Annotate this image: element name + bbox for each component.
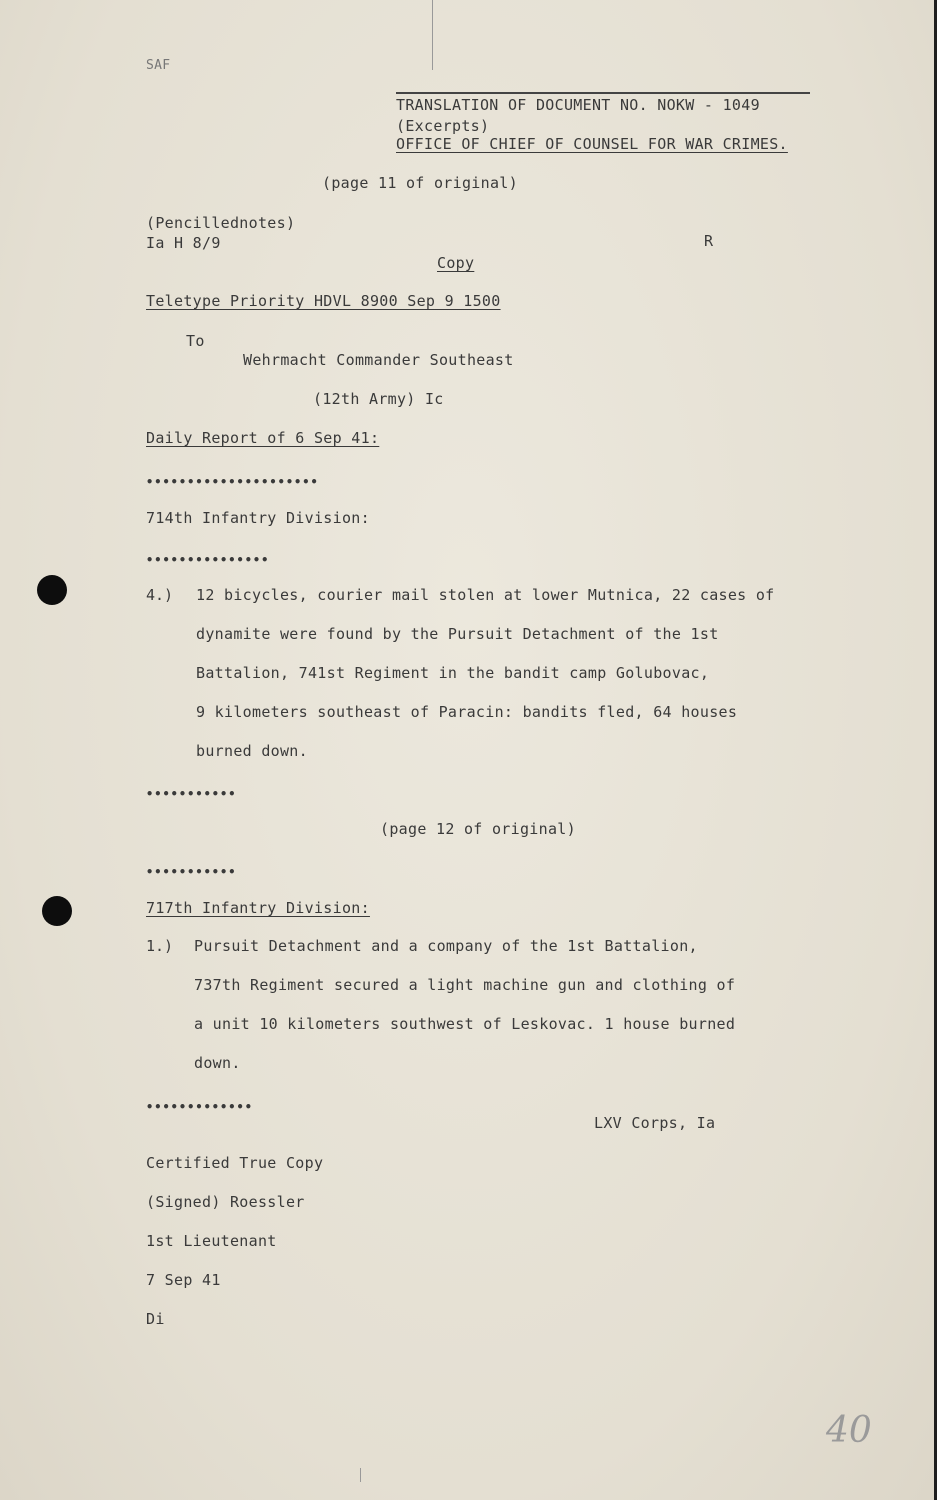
- pencilled-reference: Ia H 8/9: [146, 234, 221, 252]
- to-label: To: [186, 332, 205, 350]
- item-4-line-2: dynamite were found by the Pursuit Detachment of the 1st: [196, 625, 719, 643]
- ellipsis-row-1: •••••••••••••••••••••: [146, 475, 319, 489]
- daily-report-heading: Daily Report of 6 Sep 41:: [146, 429, 380, 447]
- header-top-rule: [396, 92, 810, 94]
- item-4-number: 4.): [146, 586, 174, 604]
- item-4-line-3: Battalion, 741st Regiment in the bandit camp Golubovac,: [196, 664, 710, 682]
- item-1-number: 1.): [146, 937, 174, 955]
- corner-initials: SAF: [146, 58, 171, 73]
- signer-rank: 1st Lieutenant: [146, 1232, 277, 1250]
- pencilled-notes-label: (Pencillednotes): [146, 214, 296, 232]
- ellipsis-row-5: •••••••••••••: [146, 1100, 253, 1114]
- fold-mark-top: [432, 0, 433, 70]
- certification-date: 7 Sep 41: [146, 1271, 221, 1289]
- fold-mark-bottom: [360, 1468, 361, 1482]
- ellipsis-row-2: •••••••••••••••: [146, 553, 270, 567]
- item-4-line-1: 12 bicycles, courier mail stolen at lower Mutnica, 22 cases of: [196, 586, 775, 604]
- corps-signature: LXV Corps, Ia: [594, 1114, 716, 1132]
- page-note-original-11: (page 11 of original): [322, 174, 518, 192]
- typist-initials: Di: [146, 1310, 165, 1328]
- item-4-line-4: 9 kilometers southeast of Paracin: bandits fled, 64 houses: [196, 703, 738, 721]
- item-1-line-2: 737th Regiment secured a light machine gun and clothing of: [194, 976, 736, 994]
- pencilled-r-mark: R: [704, 232, 714, 250]
- item-1-line-1: Pursuit Detachment and a company of the 1st Battalion,: [194, 937, 698, 955]
- item-1-line-4: down.: [194, 1054, 241, 1072]
- header-translation-line: TRANSLATION OF DOCUMENT NO. NOKW - 1049: [396, 96, 760, 114]
- punch-hole-1: [37, 575, 67, 605]
- punch-hole-2: [42, 896, 72, 926]
- header-office-line: OFFICE OF CHIEF OF COUNSEL FOR WAR CRIMES.: [396, 135, 788, 153]
- copy-label: Copy: [437, 254, 475, 272]
- signed-name: (Signed) Roessler: [146, 1193, 305, 1211]
- division-717-heading: 717th Infantry Division:: [146, 899, 370, 917]
- header-excerpts-line: (Excerpts): [396, 117, 490, 135]
- item-4-line-5: burned down.: [196, 742, 308, 760]
- handwritten-page-number: 40: [826, 1410, 872, 1451]
- recipient-unit: (12th Army) Ic: [313, 390, 444, 408]
- certified-true-copy: Certified True Copy: [146, 1154, 324, 1172]
- ellipsis-row-3: •••••••••••: [146, 787, 237, 801]
- teletype-line: Teletype Priority HDVL 8900 Sep 9 1500: [146, 292, 501, 310]
- division-714-heading: 714th Infantry Division:: [146, 509, 370, 527]
- item-1-line-3: a unit 10 kilometers southwest of Leskovac. 1 house burned: [194, 1015, 736, 1033]
- recipient-name: Wehrmacht Commander Southeast: [243, 351, 514, 369]
- page-note-original-12: (page 12 of original): [380, 820, 576, 838]
- ellipsis-row-4: •••••••••••: [146, 865, 237, 879]
